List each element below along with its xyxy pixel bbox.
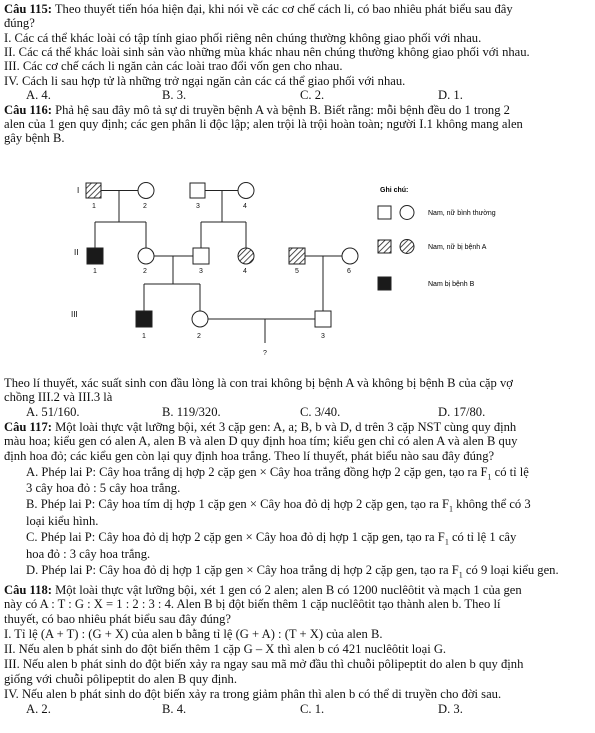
legend-title: Ghi chú: [380, 187, 409, 194]
individual-II6 [342, 248, 358, 264]
label-II5: 5 [295, 268, 299, 275]
q116-option-c[interactable]: C. 3/40. [300, 405, 341, 419]
q118-number: Câu 118: [4, 583, 52, 597]
q116-option-b[interactable]: B. 119/320. [162, 405, 221, 419]
individual-II4 [238, 248, 254, 264]
legend-normal-label: Nam, nữ bình thường [428, 210, 496, 217]
q117-option-a-cont: 3 cây hoa đỏ : 5 cây hoa trắng. [26, 481, 181, 495]
q116-option-a[interactable]: A. 51/160. [26, 405, 80, 419]
q116-options [26, 405, 586, 419]
q116-stem-line-1 [4, 103, 510, 117]
individual-III3 [315, 311, 331, 327]
q116-question-line-2: chồng III.2 và III.3 là [4, 390, 113, 404]
individual-II1 [87, 248, 103, 264]
q118-statement: IV. Nếu alen b phát sinh do đột biến xảy ra trong giảm phân thì alen b có thể di truyền cho đời sau. [4, 687, 502, 701]
q116-number: Câu 116: [4, 103, 52, 117]
legend-normal-female [400, 206, 414, 220]
label-III1: 1 [142, 333, 146, 340]
q117-option-d[interactable]: D. Phép lai P: Cây hoa đỏ dị hợp 1 cặp gen × Cây hoa trắng dị hợp 2 cặp gen, tạo ra $F_1$ có 9 loại kiểu gen. [26, 563, 559, 580]
legend-disease-a-male [378, 240, 391, 253]
label-II6: 6 [347, 268, 351, 275]
label-III3: 3 [321, 333, 325, 340]
q118-stem-line-2: này có A : T : G : X = 1 : 2 : 3 : 4. Alen B bị đột biến thêm 1 cặp nuclêôtit tạo thành alen b. Theo lí [4, 597, 501, 611]
q117-option-c[interactable]: C. Phép lai P: Cây hoa đỏ dị hợp 2 cặp gen × Cây hoa đỏ dị hợp 1 cặp gen, tạo ra $F_1$ có tỉ lệ 1 cây [26, 530, 517, 547]
individual-III1 [136, 311, 152, 327]
q118-option-d[interactable]: D. 3. [438, 702, 463, 716]
q115-options [26, 88, 586, 102]
q118-statement: II. Nếu alen b phát sinh do đột biến thêm 1 cặp G – X thì alen b có 421 nuclêôtit loại G. [4, 642, 447, 656]
individual-II5 [289, 248, 305, 264]
q115-stem-line-2: đúng? [4, 16, 35, 30]
q118-statement: I. Tỉ lệ (A + T) : (G + X) của alen b bằng tỉ lệ (G + A) : (T + X) của alen B. [4, 627, 383, 641]
q115-statement: II. Các cá thể khác loài sinh sản vào những mùa khác nhau nên chúng thường không giao phối với nhau. [4, 45, 530, 59]
label-II4: 4 [243, 268, 247, 275]
q117-stem-line-2: màu hoa; kiểu gen có alen A, alen B và alen D quy định hoa tím; kiểu gen chỉ có alen A và alen B quy [4, 434, 518, 448]
q117-number: Câu 117: [4, 420, 52, 434]
q118-option-a[interactable]: A. 2. [26, 702, 51, 716]
label-unknown-child: ? [263, 350, 267, 357]
gen-label-iii: III [71, 310, 78, 319]
q116-stem-1: Phả hệ sau đây mô tả sự di truyền bệnh A và bệnh B. Biết rằng: mỗi bệnh đều do 1 trong 2 [55, 103, 510, 117]
q116-stem-line-3: gây bệnh B. [4, 131, 65, 145]
individual-I2 [138, 183, 154, 199]
q116-option-d[interactable]: D. 17/80. [438, 405, 486, 419]
q118-stem-line-3: thuyết, có bao nhiêu phát biểu sau đây đúng? [4, 612, 231, 626]
legend-disease-b-male [378, 277, 391, 290]
label-II3: 3 [199, 268, 203, 275]
q118-stem-line-1 [4, 583, 522, 597]
label-I4: 4 [243, 203, 247, 210]
q118-option-b[interactable]: B. 4. [162, 702, 187, 716]
q115-statement: I. Các cá thể khác loài có tập tính giao phối riêng nên chúng thường không giao phối với nhau. [4, 31, 482, 45]
q118-options [26, 702, 586, 716]
q115-option-b[interactable]: B. 3. [162, 88, 187, 102]
q115-stem-1: Theo thuyết tiến hóa hiện đại, khi nói về các cơ chế cách li, có bao nhiêu phát biểu sau đây [54, 2, 513, 16]
pedigree-chart [60, 180, 540, 360]
label-I2: 2 [143, 203, 147, 210]
q118-statement: III. Nếu alen b phát sinh do đột biến xảy ra ngay sau mã mở đầu thì chuỗi pôlipeptit do alen b quy định [4, 657, 524, 671]
legend-normal-male [378, 206, 391, 219]
label-III2: 2 [197, 333, 201, 340]
legend-disease-a-female [400, 240, 414, 254]
q116-question-line-1: Theo lí thuyết, xác suất sinh con đầu lòng là con trai không bị bệnh A và không bị bệnh B của cặp vợ [4, 376, 513, 390]
q115-option-c[interactable]: C. 2. [300, 88, 325, 102]
q116-stem-line-2: alen của 1 gen quy định; các gen phân li độc lập; alen trội là trội hoàn toàn; người I.1 không mang alen [4, 117, 523, 131]
q118-statement: giống với chuỗi pôlipeptit do alen B quy định. [4, 672, 237, 686]
individual-I1 [86, 183, 101, 198]
legend-disease-b-label: Nam bị bệnh B [428, 281, 475, 288]
label-I1: 1 [92, 203, 96, 210]
q118-option-c[interactable]: C. 1. [300, 702, 325, 716]
individual-II3 [193, 248, 209, 264]
q115-option-a[interactable]: A. 4. [26, 88, 51, 102]
individual-III2 [192, 311, 208, 327]
q117-stem-line-3: định hoa đỏ; các kiểu gen còn lại quy định hoa trắng. Theo lí thuyết, phát biểu nào sau đây đúng? [4, 449, 495, 463]
gen-label-i: I [77, 186, 80, 195]
q115-number: Câu 115: [4, 2, 52, 16]
q118-stem-1: Một loài thực vật lưỡng bội, xét 1 gen có 2 alen; alen B có 1200 nuclêôtit và mạch 1 của gen [55, 583, 522, 597]
gen-label-ii: II [74, 248, 79, 257]
q115-statement: IV. Cách li sau hợp tử là những trở ngại ngăn cản các cá thể giao phối với nhau. [4, 74, 406, 88]
individual-I3 [190, 183, 205, 198]
legend-disease-a-label: Nam, nữ bị bệnh A [428, 244, 487, 251]
q115-option-d[interactable]: D. 1. [438, 88, 463, 102]
q115-stem-line-1 [4, 2, 513, 16]
individual-I4 [238, 183, 254, 199]
q117-stem-line-1 [4, 420, 516, 434]
label-I3: 3 [196, 203, 200, 210]
q115-statement: III. Các cơ chế cách li ngăn cản các loài trao đổi vốn gen cho nhau. [4, 59, 343, 73]
label-II1: 1 [93, 268, 97, 275]
label-II2: 2 [143, 268, 147, 275]
individual-II2 [138, 248, 154, 264]
q117-option-c-cont: hoa đỏ : 3 cây hoa trắng. [26, 547, 151, 561]
q117-option-b[interactable]: B. Phép lai P: Cây hoa tím dị hợp 1 cặp gen × Cây hoa đỏ dị hợp 2 cặp gen, tạo ra $F_1$ không thể có 3 [26, 497, 531, 514]
q117-option-a[interactable]: A. Phép lai P: Cây hoa trắng dị hợp 2 cặp gen × Cây hoa trắng đồng hợp 2 cặp gen, tạo ra $F_1$ có tỉ lệ [26, 465, 529, 482]
q117-option-b-cont: loại kiểu hình. [26, 514, 99, 528]
q117-stem-1: Một loài thực vật lưỡng bội, xét 3 cặp gen: A, a; B, b và D, d trên 3 cặp NST cùng quy định [55, 420, 517, 434]
